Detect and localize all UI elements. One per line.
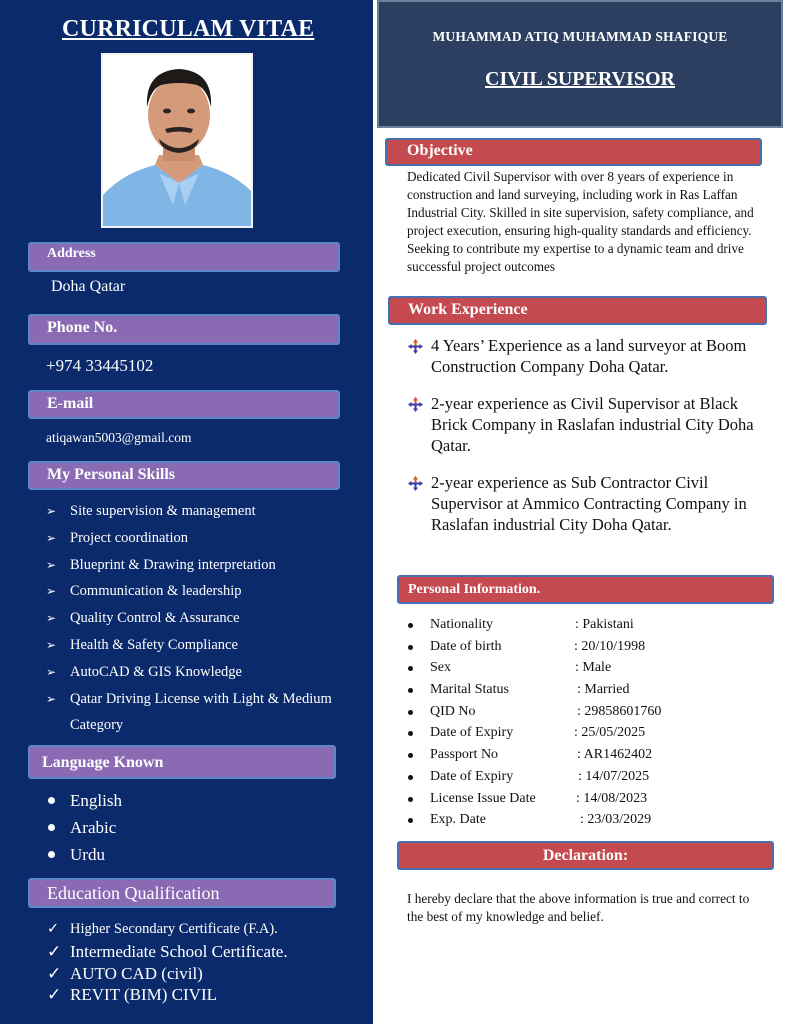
person-portrait-icon xyxy=(103,55,253,228)
list-item: English xyxy=(46,787,122,814)
arrow-bullet-icon: ➢ xyxy=(46,691,57,706)
bullet-icon xyxy=(408,818,413,823)
list-item: ➢ Communication & leadership xyxy=(46,578,361,605)
arrow-bullet-icon: ➢ xyxy=(46,611,57,626)
job-title: CIVIL SUPERVISOR xyxy=(485,68,675,90)
bullet-icon xyxy=(408,688,413,693)
bullet-icon xyxy=(408,710,413,715)
checkmark-icon: ✓ xyxy=(47,942,62,961)
list-item: ✓ AUTO CAD (civil) xyxy=(47,963,203,983)
bullet-icon xyxy=(48,824,55,831)
list-item: Arabic xyxy=(46,814,122,841)
phone-value: +974 33445102 xyxy=(46,356,154,375)
list-item: ➢ Project coordination xyxy=(46,525,361,552)
list-item: ✓ Higher Secondary Certificate (F.A). xyxy=(46,917,288,941)
name-header xyxy=(377,0,783,128)
arrow-bullet-icon: ➢ xyxy=(46,664,57,679)
arrow-bullet-icon: ➢ xyxy=(46,557,57,572)
declaration-label: Declaration: xyxy=(397,841,774,870)
bullet-icon xyxy=(408,666,413,671)
list-item: 4 Years’ Experience as a land surveyor at Boom Construction Company Doha Qatar. xyxy=(408,335,758,377)
languages-label: Language Known xyxy=(28,745,336,779)
checkmark-icon: ✓ xyxy=(47,921,60,937)
personal-info-label: Personal Information. xyxy=(397,575,774,604)
profile-photo xyxy=(101,53,253,228)
phone-label: Phone No. xyxy=(28,314,340,345)
address-value: Doha Qatar xyxy=(51,278,126,295)
cross-arrow-bullet-icon xyxy=(408,338,423,359)
languages-list xyxy=(46,787,122,868)
education-label: Education Qualification xyxy=(28,878,336,908)
list-item: ➢ Health & Safety Compliance xyxy=(46,632,361,659)
work-experience-list xyxy=(408,335,758,551)
list-item: ➢ Quality Control & Assurance xyxy=(46,605,361,632)
objective-label: Objective xyxy=(385,138,762,166)
arrow-bullet-icon: ➢ xyxy=(46,504,57,518)
list-item: ➢ Qatar Driving License with Light & Medium Category xyxy=(46,686,361,740)
cross-arrow-bullet-icon xyxy=(408,396,423,417)
list-item: ➢ Site supervision & management xyxy=(46,498,361,525)
arrow-bullet-icon: ➢ xyxy=(46,637,57,652)
declaration-text: I hereby declare that the above information is true and correct to the best of my knowledge and belief. xyxy=(407,891,750,924)
list-item: Urdu xyxy=(46,841,122,868)
cv-title: CURRICULAM VITAE xyxy=(62,16,315,42)
objective-text: Dedicated Civil Supervisor with over 8 years of experience in construction and land surveying, including work in Ras Laffan Industrial City. Skilled in site supervision, safety compliance, and project execution, ensuring high-quality standards and efficiency. Seeking to contribute my expertise to a dynamic team and drive successful project outcomes xyxy=(407,169,754,274)
arrow-bullet-icon: ➢ xyxy=(46,584,57,599)
bullet-icon xyxy=(408,753,413,758)
skills-label: My Personal Skills xyxy=(28,461,340,490)
bullet-icon xyxy=(48,851,55,858)
bullet-icon xyxy=(408,731,413,736)
left-sidebar xyxy=(0,0,373,1024)
bullet-icon xyxy=(408,775,413,780)
skills-list xyxy=(46,498,361,739)
bullet-icon xyxy=(408,623,413,628)
arrow-bullet-icon: ➢ xyxy=(46,530,57,545)
list-item: ➢ AutoCAD & GIS Knowledge xyxy=(46,659,361,686)
education-list xyxy=(46,917,288,1006)
list-item: ➢ Blueprint & Drawing interpretation xyxy=(46,552,361,579)
email-value: atiqawan5003@gmail.com xyxy=(46,430,192,445)
checkmark-icon: ✓ xyxy=(47,963,62,983)
list-item: 2-year experience as Sub Contractor Civil Supervisor at Ammico Contracting Company in Raslafan industrial City Doha Qatar. xyxy=(408,472,758,535)
checkmark-icon: ✓ xyxy=(47,985,62,1004)
bullet-icon xyxy=(408,645,413,650)
email-label: E-mail xyxy=(28,390,340,419)
list-item: 2-year experience as Civil Supervisor at Black Brick Company in Raslafan industrial City Doha Qatar. xyxy=(408,393,758,456)
list-item: ✓ REVIT (BIM) CIVIL xyxy=(47,985,217,1004)
candidate-name: MUHAMMAD ATIQ MUHAMMAD SHAFIQUE xyxy=(432,29,728,44)
work-experience-label: Work Experience xyxy=(388,296,767,325)
cross-arrow-bullet-icon xyxy=(408,475,423,496)
list-item: ✓ Intermediate School Certificate. xyxy=(47,942,288,961)
bullet-icon xyxy=(408,797,413,802)
bullet-icon xyxy=(48,797,55,804)
address-label: Address xyxy=(28,242,340,272)
